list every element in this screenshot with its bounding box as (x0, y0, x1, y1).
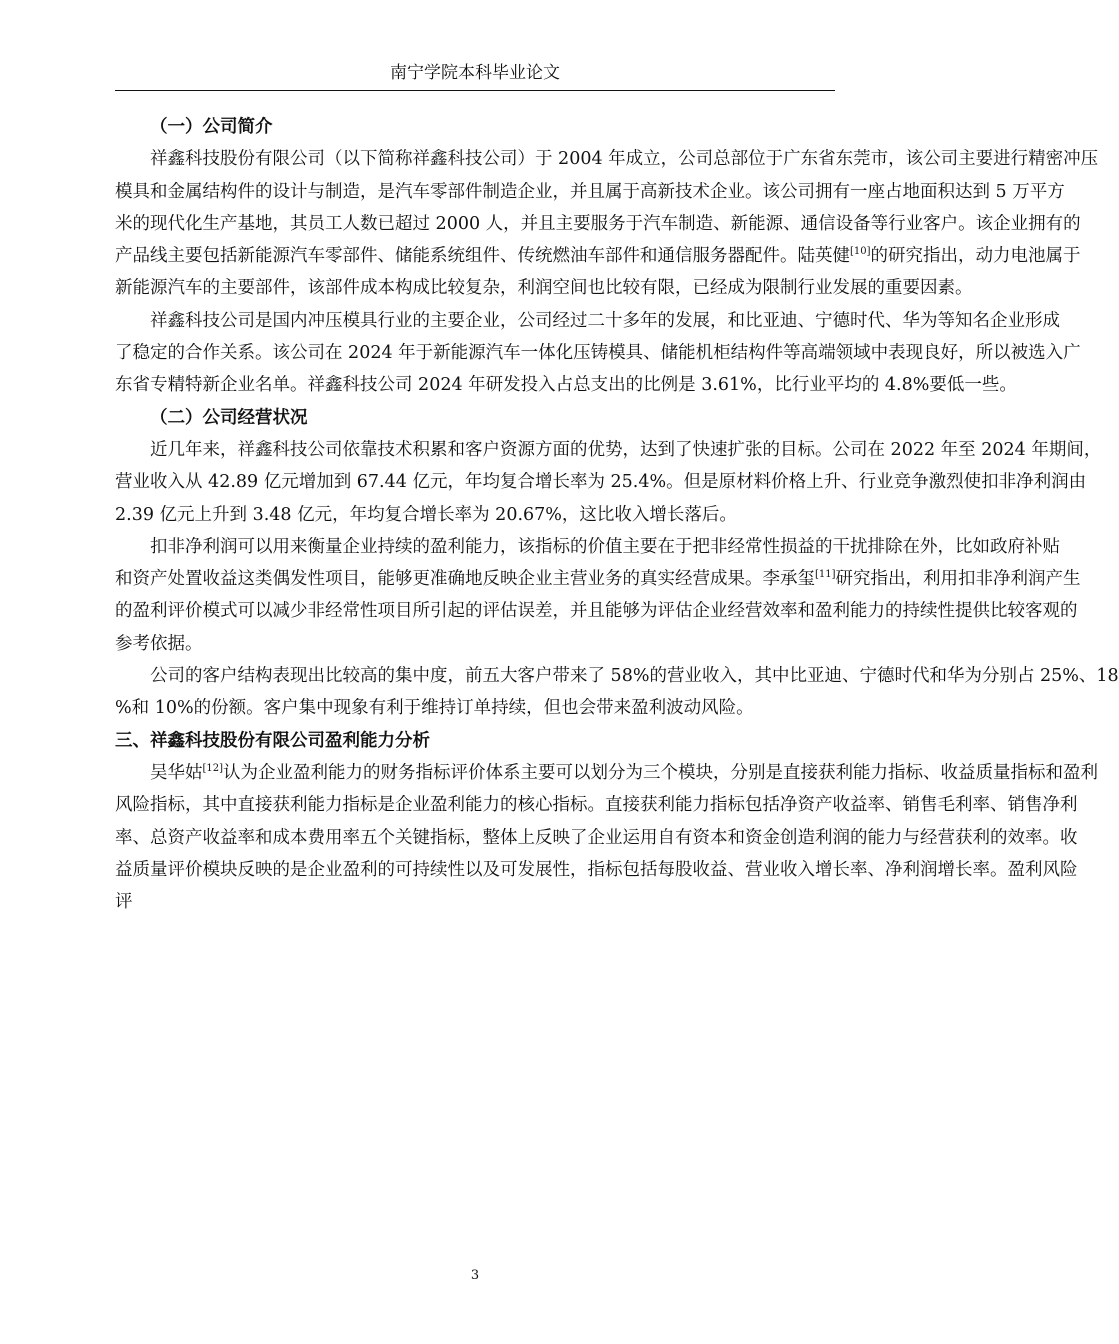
text-line: 模具和金属结构件的设计与制造，是汽车零部件制造企业，并且属于高新技术企业。该公司拥有一座占地面积达到 5 万平方 (115, 181, 1065, 202)
paragraph-industry-position (115, 305, 1081, 402)
text-line: 新能源汽车的主要部件，该部件成本构成比较复杂，利润空间也比较有限，已经成为限制行业发展的重要因素。 (115, 278, 973, 299)
paragraph-growth (115, 434, 1102, 531)
text-line: 东省专精特新企业名单。祥鑫科技公司 2024 年研发投入占总支出的比例是 3.61%，比行业平均的 4.8%要低一些。 (115, 375, 1017, 396)
page-header: 南宁学院本科毕业论文 (390, 63, 560, 83)
text-line: %和 10%的份额。客户集中现象有利于维持订单持续，但也会带来盈利波动风险。 (115, 698, 754, 719)
text-line: 2.39 亿元上升到 3.48 亿元，年均复合增长率为 20.67%，这比收入增长落后。 (115, 504, 737, 525)
text-line: 和资产处置收益这类偶发性项目，能够更准确地反映企业主营业务的真实经营成果。李承玺[11]研究指出，利用扣非净利润产生 (115, 569, 1081, 590)
text-line: 评 (115, 892, 133, 913)
text-line: 了稳定的合作关系。该公司在 2024 年于新能源汽车一体化压铸模具、储能机柜结构件等高端领域中表现良好，所以被选入广 (115, 343, 1081, 364)
text-line: 益质量评价模块反映的是企业盈利的可持续性以及可发展性，指标包括每股收益、营业收入增长率、净利润增长率。盈利风险 (115, 859, 1078, 880)
text-line: 吴华姑[12]认为企业盈利能力的财务指标评价体系主要可以划分为三个模块，分别是直接获利能力指标、收益质量指标和盈利 (150, 762, 1099, 783)
text-line: 米的现代化生产基地，其员工人数已超过 2000 人，并且主要服务于汽车制造、新能源、通信设备等行业客户。该企业拥有的 (115, 213, 1081, 234)
paragraph-non-recurring-profit (115, 531, 1081, 660)
text-line: 风险指标，其中直接获利能力指标是企业盈利能力的核心指标。直接获利能力指标包括净资产收益率、销售毛利率、销售净利 (115, 795, 1078, 816)
text-line: 率、总资产收益率和成本费用率五个关键指标，整体上反映了企业运用自有资本和资金创造利润的能力与经营获利的效率。收 (115, 827, 1078, 848)
text-line: 产品线主要包括新能源汽车零部件、储能系统组件、传统燃油车部件和通信服务器配件。陆英健[10]的研究指出，动力电池属于 (115, 246, 1081, 267)
paragraph-company-intro (115, 143, 1099, 304)
text-line: 的盈利评价模式可以减少非经常性项目所引起的评估误差，并且能够为评估企业经营效率和盈利能力的持续性提供比较客观的 (115, 601, 1078, 622)
paragraph-customer-concentration (115, 660, 1119, 725)
text-line: 扣非净利润可以用来衡量企业持续的盈利能力，该指标的价值主要在于把非经常性损益的干扰排除在外，比如政府补贴 (150, 536, 1060, 557)
chapter-heading-profitability: 三、祥鑫科技股份有限公司盈利能力分析 (115, 730, 430, 751)
paragraph-indicator-system (115, 757, 1099, 918)
section-heading-operations: （二）公司经营状况 (150, 407, 308, 428)
text-line: 参考依据。 (115, 633, 203, 654)
text-line: 公司的客户结构表现出比较高的集中度，前五大客户带来了 58%的营业收入，其中比亚迪、宁德时代和华为分别占 25%、18 (150, 666, 1119, 687)
text-line: 近几年来，祥鑫科技公司依靠技术积累和客户资源方面的优势，达到了快速扩张的目标。公司在 2022 年至 2024 年期间， (150, 439, 1102, 460)
text-line: 祥鑫科技公司是国内冲压模具行业的主要企业，公司经过二十多年的发展，和比亚迪、宁德时代、华为等知名企业形成 (150, 310, 1060, 331)
page-number: 3 (470, 1268, 480, 1283)
text-line: 营业收入从 42.89 亿元增加到 67.44 亿元，年均复合增长率为 25.4%。但是原材料价格上升、行业竞争激烈使扣非净利润由 (115, 472, 1087, 493)
body-text (115, 111, 1119, 918)
section-heading-company-profile: （一）公司简介 (150, 117, 273, 137)
text-line: 祥鑫科技股份有限公司（以下简称祥鑫科技公司）于 2004 年成立，公司总部位于广东省东莞市，该公司主要进行精密冲压 (150, 149, 1099, 170)
header-rule (115, 90, 835, 91)
